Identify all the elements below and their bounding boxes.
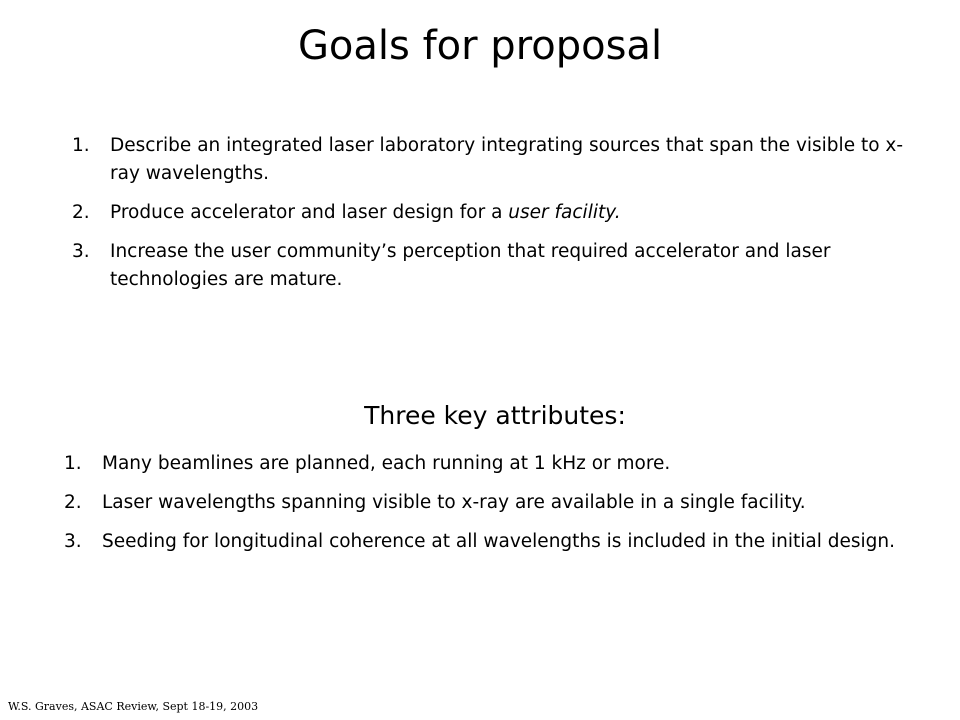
goal-item-2: [72, 199, 912, 227]
goal-emphasis: user facility.: [508, 202, 621, 223]
attribute-number: 2.: [64, 492, 82, 513]
goal-text: Produce accelerator and laser design for a: [110, 202, 509, 223]
attributes-list: [64, 450, 924, 567]
goal-number: 1.: [72, 135, 90, 156]
slide-title: Goals for proposal: [297, 23, 663, 69]
attribute-text: Many beamlines are planned, each running at 1 kHz or more.: [102, 453, 671, 474]
attribute-item-3: [64, 528, 924, 556]
goal-number: 3.: [72, 241, 90, 262]
attribute-text: Seeding for longitudinal coherence at all wavelengths is included in the initial design.: [102, 531, 895, 552]
attributes-heading: Three key attributes:: [364, 401, 626, 430]
attribute-text: Laser wavelengths spanning visible to x-ray are available in a single facility.: [102, 492, 806, 513]
goals-list: [72, 132, 912, 305]
goal-text: Describe an integrated laser laboratory integrating sources that span the visible to x-ray wavelengths.: [110, 135, 904, 184]
goal-text: Increase the user community’s perception that required accelerator and laser technologies are mature.: [110, 241, 831, 290]
goal-item-1: [72, 132, 912, 188]
goal-item-3: [72, 238, 912, 294]
attribute-item-1: [64, 450, 924, 478]
attribute-number: 3.: [64, 531, 82, 552]
attribute-number: 1.: [64, 453, 82, 474]
footer-citation: W.S. Graves, ASAC Review, Sept 18-19, 2003: [8, 700, 259, 713]
goal-number: 2.: [72, 202, 90, 223]
attribute-item-2: [64, 489, 924, 517]
